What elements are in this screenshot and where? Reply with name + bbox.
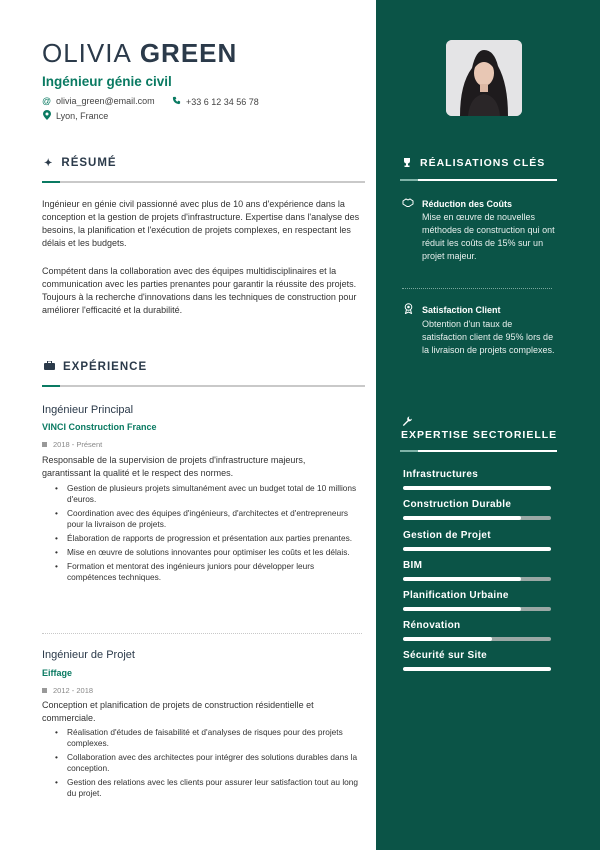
job-role: Ingénieur de Projet: [42, 649, 135, 661]
skill-label: Planification Urbaine: [403, 590, 509, 601]
skill-item: [403, 650, 553, 671]
list-item: • Gestion des relations avec les clients pour assurer leur satisfaction tout au long du projet.: [55, 777, 360, 799]
summary-divider: [42, 181, 365, 183]
first-name: OLIVIA: [42, 38, 132, 68]
location-text: Lyon, France: [56, 111, 109, 121]
achievement-title: Satisfaction Client: [422, 304, 501, 315]
skill-label: Gestion de Projet: [403, 530, 491, 541]
skill-item: [403, 560, 553, 581]
job-role: Ingénieur Principal: [42, 404, 134, 416]
achievements-divider: [400, 179, 557, 181]
job-description: Responsable de la supervision de projets d'infrastructure majeurs, garantissant la qualité et le respect des normes.: [42, 455, 306, 478]
location-contact: [42, 110, 108, 122]
profile-photo: [446, 40, 522, 116]
candidate-name: [42, 38, 237, 69]
expertise-divider: [400, 450, 557, 452]
achievement-item: [402, 198, 557, 263]
email-contact: [42, 96, 155, 106]
job-dates-text: 2012 - 2018: [53, 686, 94, 695]
map-pin-icon: [42, 110, 51, 122]
skill-item: [403, 620, 553, 641]
expertise-title: EXPERTISE SECTORIELLE: [401, 429, 558, 441]
list-item: • Mise en œuvre de solutions innovantes pour optimiser les coûts et les délais.: [55, 547, 360, 558]
skill-bar: [403, 547, 551, 551]
skill-bar-fill: [403, 637, 492, 641]
trophy-icon: [402, 158, 412, 169]
job-company: VINCI Construction France: [42, 422, 157, 432]
last-name: GREEN: [139, 38, 238, 68]
sparkle-icon: ✦: [44, 157, 54, 169]
skill-item: [403, 469, 553, 490]
achievement-separator: [402, 288, 552, 289]
skill-label: BIM: [403, 560, 423, 571]
list-item: • Réalisation d'études de faisabilité et d'analyses de risques pour des projets complexes.: [55, 727, 360, 749]
skill-item: [403, 499, 553, 520]
skill-label: Sécurité sur Site: [403, 650, 488, 661]
phone-contact: [172, 96, 259, 107]
handshake-icon: [402, 198, 414, 209]
experience-divider: [42, 385, 365, 387]
achievement-description: Mise en œuvre de nouvelles méthodes de construction qui ont réduit les coûts de 15% sur un projet majeur.: [422, 212, 555, 261]
skill-bar-fill: [403, 516, 521, 520]
skill-item: [403, 530, 553, 551]
summary-heading: [44, 157, 117, 169]
achievements-title: RÉALISATIONS CLÉS: [420, 157, 546, 169]
job-dates-text: 2018 - Présent: [53, 440, 103, 449]
experience-title: EXPÉRIENCE: [63, 361, 148, 373]
list-item: • Coordination avec des équipes d'ingénieurs, d'architectes et d'entrepreneurs pour la livraison de projets.: [55, 508, 360, 530]
summary-title: RÉSUMÉ: [61, 157, 117, 169]
skill-bar-fill: [403, 486, 551, 490]
skill-bar: [403, 486, 551, 490]
job-dates: [42, 686, 93, 695]
calendar-icon: [42, 442, 47, 447]
skill-bar-fill: [403, 607, 521, 611]
briefcase-icon: [44, 361, 55, 373]
skill-bar-fill: [403, 577, 521, 581]
phone-text: +33 6 12 34 56 78: [186, 96, 259, 107]
achievements-heading: [402, 157, 545, 169]
expertise-heading: [401, 429, 557, 441]
job-description: Conception et planification de projets de construction résidentielle et commerciale.: [42, 700, 314, 723]
skill-label: Construction Durable: [403, 499, 512, 510]
skill-label: Infrastructures: [403, 469, 479, 480]
skill-bar: [403, 607, 551, 611]
achievement-item: [402, 303, 557, 357]
list-item: • Collaboration avec des architectes pour intégrer des solutions durables dans la conception.: [55, 752, 360, 774]
skill-bar: [403, 637, 551, 641]
phone-icon: [172, 96, 181, 107]
skill-bar: [403, 667, 551, 671]
at-icon: @: [42, 96, 52, 106]
award-icon: [402, 303, 414, 316]
job-company: Eiffage: [42, 668, 73, 678]
skill-bar: [403, 577, 551, 581]
achievement-title: Réduction des Coûts: [422, 198, 513, 209]
list-item: • Élaboration de rapports de progression et présentation aux parties prenantes.: [55, 533, 360, 544]
calendar-icon: [42, 688, 47, 693]
job-dates: [42, 440, 102, 449]
achievement-description: Obtention d'un taux de satisfaction client de 95% lors de la livraison de projets complexes.: [422, 319, 555, 355]
skill-bar-fill: [403, 547, 551, 551]
job-bullets: [55, 727, 360, 802]
list-item: • Formation et mentorat des ingénieurs juniors pour développer leurs compétences techniques.: [55, 561, 360, 583]
skill-label: Rénovation: [403, 620, 461, 631]
email-text: olivia_green@email.com: [56, 96, 155, 106]
summary-paragraph-2: Compétent dans la collaboration avec des équipes multidisciplinaires et la communication avec les parties prenantes pour garantir la réussite des projets. Toujours à la recherche d'innovations dans les techniques de construction pour améliorer l'efficacité et la durabilité.: [42, 266, 357, 315]
summary-paragraph-1: Ingénieur en génie civil passionné avec plus de 10 ans d'expérience dans la conception et la gestion de projets d'infrastructure. Expertise dans l'analyse des besoins, la planification et l'exécution de projets complexes, en respectant les délais et les budgets.: [42, 199, 360, 248]
skill-item: [403, 590, 553, 611]
skill-bar: [403, 516, 551, 520]
job-separator: [42, 633, 362, 634]
job-bullets: [55, 483, 360, 586]
job-title: Ingénieur génie civil: [42, 74, 172, 89]
list-item: • Gestion de plusieurs projets simultanément avec un budget total de 10 millions d'euros.: [55, 483, 360, 505]
skill-bar-fill: [403, 667, 551, 671]
experience-heading: [44, 361, 147, 373]
